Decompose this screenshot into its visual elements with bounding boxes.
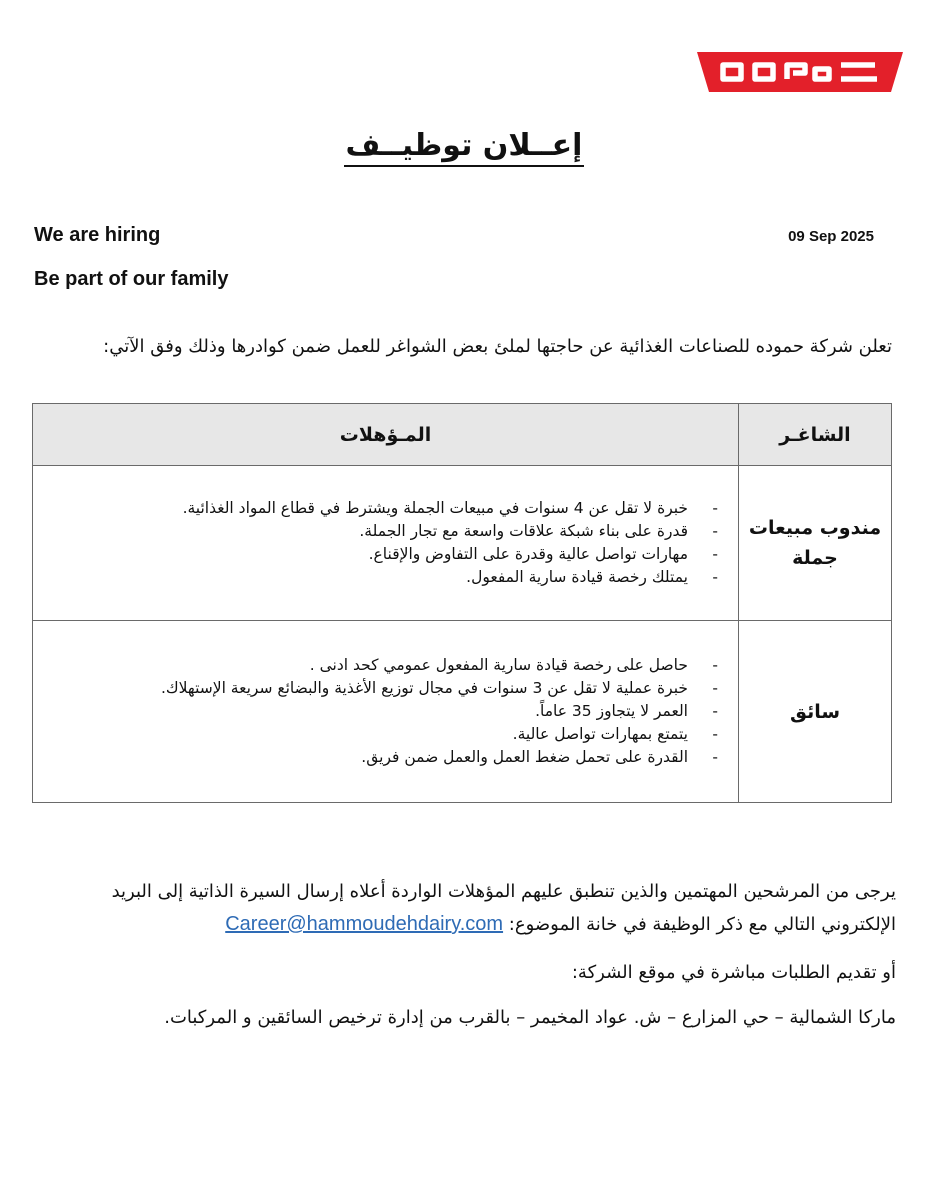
qualification-text: يتمتع بمهارات تواصل عالية.	[512, 725, 688, 743]
qualification-text: قدرة على بناء شبكة علاقات واسعة مع تجار الجملة.	[359, 522, 688, 540]
contact-line	[30, 908, 896, 941]
position-title-line: جملة	[792, 547, 838, 569]
walk-in-note: أو تقديم الطلبات مباشرة في موقع الشركة:	[571, 962, 896, 983]
qualifications-cell	[33, 466, 739, 621]
bullet-dash: -	[712, 679, 718, 697]
hiring-tagline: We are hiring	[34, 224, 161, 246]
bullet-dash: -	[712, 545, 718, 563]
qualification-text: خبرة عملية لا تقل عن 3 سنوات في مجال توزيع الأغذية والبضائع سريعة الإستهلاك.	[160, 679, 688, 697]
qualifications-column-header: المـؤهلات	[33, 404, 739, 466]
title-text: إعــلان توظيــف	[344, 128, 585, 167]
bullet-dash: -	[712, 499, 718, 517]
contact-line-text: الإلكتروني التالي مع ذكر الوظيفة في خانة الموضوع:	[508, 914, 896, 935]
position-cell	[739, 466, 892, 621]
list-item	[43, 677, 718, 700]
table-row	[33, 466, 892, 621]
list-item	[43, 543, 718, 566]
qualification-text: يمتلك رخصة قيادة سارية المفعول.	[466, 568, 688, 586]
company-logo	[695, 50, 905, 94]
list-item	[43, 566, 718, 589]
bullet-dash: -	[712, 702, 718, 720]
intro-paragraph: تعلن شركة حموده للصناعات الغذائية عن حاجتها لملئ بعض الشواغر للعمل ضمن كوادرها وذلك وفق الآتي:	[103, 336, 892, 357]
qualification-text: مهارات تواصل عالية وقدرة على التفاوض والإقناع.	[368, 545, 688, 563]
qualification-text: خبرة لا تقل عن 4 سنوات في مبيعات الجملة ويشترط في قطاع المواد الغذائية.	[182, 499, 688, 517]
list-item	[43, 654, 718, 677]
logo-badge	[695, 50, 905, 94]
vacancies-table	[32, 403, 892, 803]
list-item	[43, 700, 718, 723]
qualification-text: القدرة على تحمل ضغط العمل والعمل ضمن فريق.	[361, 748, 688, 766]
position-title-line: سائق	[789, 700, 841, 723]
list-item	[43, 723, 718, 746]
table-header-row	[33, 404, 892, 466]
bullet-dash: -	[712, 522, 718, 540]
contact-paragraph	[30, 876, 896, 941]
qualifications-cell	[33, 621, 739, 803]
bullet-dash: -	[712, 725, 718, 743]
qualification-text: العمر لا يتجاوز 35 عاماً.	[535, 702, 688, 720]
position-cell	[739, 621, 892, 803]
contact-line: يرجى من المرشحين المهتمين والذين تنطبق عليهم المؤهلات الواردة أعلاه إرسال السيرة الذاتية إلى البريد	[111, 881, 896, 902]
family-tagline: Be part of our family	[34, 268, 229, 290]
position-title-line: مندوب مبيعات	[748, 517, 882, 539]
email-link[interactable]: Career@hammoudehdairy.com	[225, 913, 504, 935]
page-title	[0, 128, 928, 163]
list-item	[43, 520, 718, 543]
list-item	[43, 497, 718, 520]
qualification-text: حاصل على رخصة قيادة سارية المفعول عمومي كحد ادنى .	[309, 656, 688, 674]
bullet-dash: -	[712, 568, 718, 586]
list-item	[43, 746, 718, 769]
company-address: ماركا الشمالية – حي المزارع – ش. عواد المخيمر – بالقرب من إدارة ترخيص السائقين و المركبات.	[164, 1007, 896, 1028]
qualifications-list	[43, 497, 718, 589]
table-row	[33, 621, 892, 803]
announcement-date: 09 Sep 2025	[788, 228, 874, 245]
position-column-header: الشاغـر	[739, 404, 892, 466]
bullet-dash: -	[712, 748, 718, 766]
qualifications-list	[43, 654, 718, 769]
bullet-dash: -	[712, 656, 718, 674]
